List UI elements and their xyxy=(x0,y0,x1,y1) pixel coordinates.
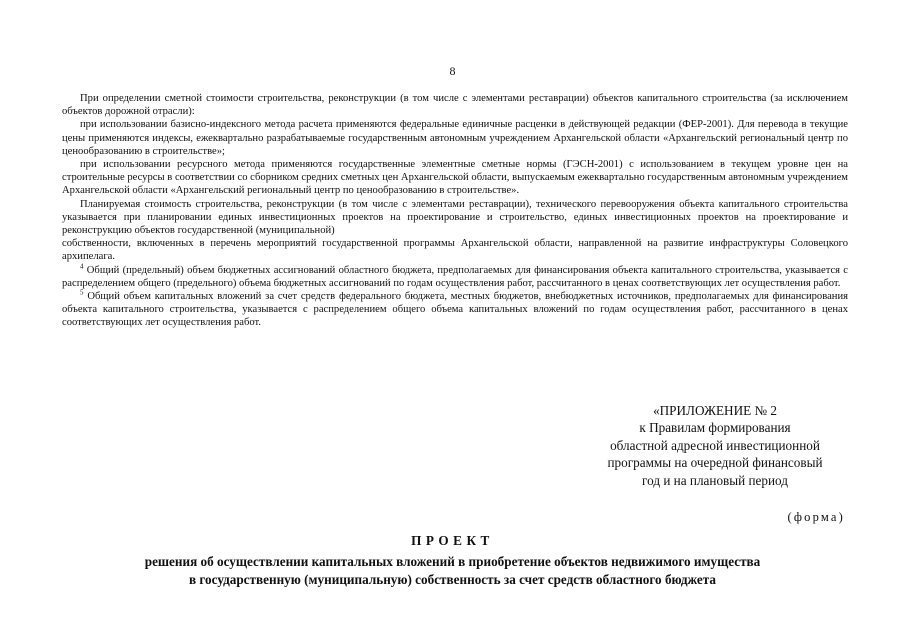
footnote-4 xyxy=(62,264,848,290)
appendix-line-1: «ПРИЛОЖЕНИЕ № 2 xyxy=(653,403,777,418)
project-subtitle-line-2: в государственную (муниципальную) собственность за счет средств областного бюджета xyxy=(188,572,717,587)
appendix-line-4: программы на очередной финансовый xyxy=(607,455,823,471)
forma-label: (форма) xyxy=(787,510,845,524)
project-title: ПРОЕКТ xyxy=(411,533,494,548)
paragraph-resource-method: при использовании ресурсного метода применяются государственные элементные сметные нормы (ГЭСН-2001) с использованием в текущем уровне цен на строительные ресурсы в соответствии со сборником средних сметных цен Архангельской области, выпускаемым ежеквартально государственным автономным учреждением Архангельской области «Архангельский региональный центр по ценообразованию в строительстве». xyxy=(62,159,848,197)
paragraph-planned-cost: Планируемая стоимость строительства, реконструкции (в том числе с элементами реставрации), технического перевооружения объекта капитального строительства указывается при планировании единых инвестиционных проектов на проектирование и строительство, единых инвестиционных проектов на проектирование и реконструкцию объектов государственной (муниципальной) xyxy=(62,198,848,237)
body-text xyxy=(62,92,848,330)
footnote-4-text: Общий (предельный) объем бюджетных ассигнований областного бюджета, предполагаемых для финансирования объекта капитального строительства, указывается с распределением общего (предельного) объема бюджетных ассигнований по годам осуществления работ, рассчитанного в ценах соответствующих лет осуществления работ. xyxy=(62,264,848,289)
project-subtitle xyxy=(0,553,905,589)
footnote-4-mark: 4 xyxy=(80,262,84,271)
footnote-5-mark: 5 xyxy=(80,288,84,297)
paragraph-planned-cost-continued: собственности, включенных в перечень мероприятий государственной программы Архангельской области, направленной на развитие инфраструктуры Соловецкого архипелага. xyxy=(62,238,848,263)
project-subtitle-line-1: решения об осуществлении капитальных вложений в приобретение объектов недвижимого имущества xyxy=(144,554,761,569)
appendix-line-5: год и на плановый период xyxy=(642,472,788,488)
page-number: 8 xyxy=(449,64,456,78)
footnote-5-text: Общий объем капитальных вложений за счет средств федерального бюджета, местных бюджетов, внебюджетных источников, предполагаемых для финансирования объекта капитального строительства, указывается с распределением общего объема капитальных вложений по годам осуществления работ, рассчитанного в ценах соответствующих лет осуществления работ. xyxy=(62,291,848,329)
appendix-line-2: к Правилам формирования xyxy=(639,420,791,436)
appendix-heading xyxy=(560,402,870,489)
footnote-5 xyxy=(62,290,848,330)
paragraph-basis-index-method: при использовании базисно-индексного метода расчета применяются федеральные единичные расценки в действующей редакции (ФЕР-2001). Для перевода в текущие цены применяются индексы, ежеквартально разрабатываемые государственным автономным учреждением Архангельской области «Архангельский региональный центр по ценообразованию в строительстве»; xyxy=(62,119,848,157)
appendix-line-3: областной адресной инвестиционной xyxy=(610,437,820,453)
paragraph-cost-determination: При определении сметной стоимости строительства, реконструкции (в том числе с элементами реставрации) объектов капитального строительства (за исключением объектов дорожной отрасли): xyxy=(62,93,848,118)
